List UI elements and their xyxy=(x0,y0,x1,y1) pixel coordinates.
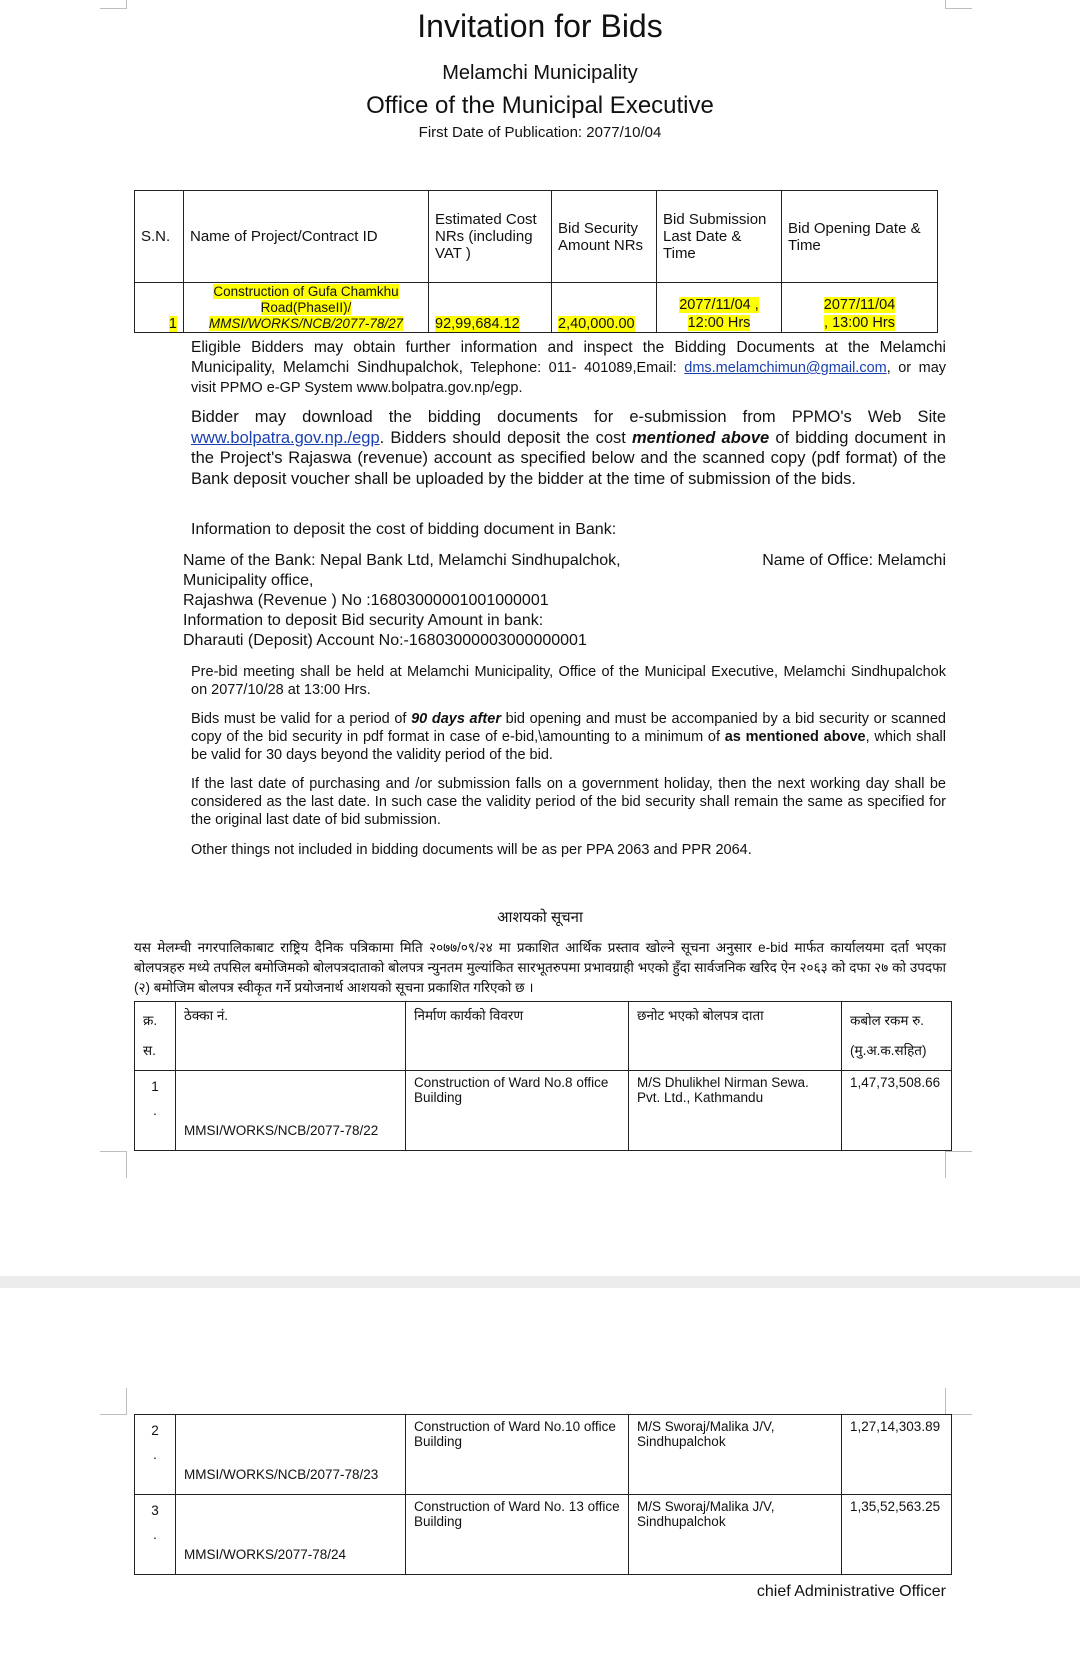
p1-text-b: Telephone: 011- 401089,Email: xyxy=(462,360,685,376)
paragraph-other-things: Other things not included in bidding documents will be as per PPA 2063 and PPR 2064. xyxy=(191,842,752,858)
opening-time: , 13:00 Hrs xyxy=(824,315,895,331)
header-sn: S.N. xyxy=(135,191,184,283)
row2-work: Construction of Ward No.10 office Building xyxy=(406,1415,629,1495)
page-gap xyxy=(0,1276,1080,1288)
bid-table-header xyxy=(135,191,938,283)
row-sn: 1 xyxy=(168,316,177,332)
intent-title: आशयको सूचना xyxy=(497,909,583,926)
publication-date-line xyxy=(0,124,1080,141)
publication-label: First Date of Publication: xyxy=(418,124,583,141)
submission-date: 2077/11/04 , xyxy=(679,297,759,313)
p5-text-b: bid opening and must be accompanied by a bid security or scanned copy of the bid security in pdf format in case of e-bid,\amounting to a minimum of xyxy=(191,711,946,745)
paragraph-validity xyxy=(191,710,946,764)
row3-work: Construction of Ward No. 13 office Building xyxy=(406,1495,629,1575)
bid-table xyxy=(134,190,938,333)
page-title: Invitation for Bids xyxy=(417,8,663,44)
header-sn-a: क्र. xyxy=(143,1013,158,1028)
paragraph-eligibility xyxy=(191,338,946,398)
intent-table-page1 xyxy=(134,1001,952,1151)
paragraph-download xyxy=(191,407,946,489)
row2-sn: 2 xyxy=(151,1423,159,1438)
opening-date: 2077/11/04 xyxy=(823,297,896,313)
email-link[interactable]: dms.melamchimun@gmail.com xyxy=(684,360,887,376)
bid-security-info: Information to deposit Bid security Amount in bank: xyxy=(183,612,544,629)
crop-mark xyxy=(100,1151,127,1178)
contract-id: MMSI/WORKS/NCB/2077-78/27 xyxy=(208,315,404,331)
crop-mark xyxy=(100,1388,127,1415)
row3-bidder: M/S Sworaj/Malika J/V, Sindhupalchok xyxy=(629,1495,842,1575)
intent-body: यस मेलम्ची नगरपालिकाबाट राष्ट्रिय दैनिक पत्रिकामा मिति २०७७/०९/२४ मा प्रकाशित आर्थिक प्रस्ताव खोल्ने सूचना अनुसार e-bid मार्फत कार्यालयमा दर्ता भएका बोलपत्रहरु मध्ये तपसिल बमोजिमको बोलपत्रदाताको बोलपत्र न्युनतम मुल्यांकित सारभूतरुपमा प्रभावग्राही भएको हुँदा सार्वजनिक खरिद ऐन २०६३ को दफा २७ को उपदफा (२) बमोजिम बोलपत्र स्वीकृत गर्ने प्रयोजनार्थ आशयको सूचना प्रकाशित गरिएको छ । xyxy=(134,940,946,995)
p2-text-c: of bidding document in the Project's Rajaswa (revenue) account as specified below and the scanned copy (pdf format) of the Bank deposit voucher shall be uploaded by the bidder at the time of submission of the bids. xyxy=(191,428,946,488)
p5-text-a: Bids must be valid for a period of xyxy=(191,711,412,727)
header-work-description: निर्माण कार्यको विवरण xyxy=(406,1002,629,1071)
row2-dot: . xyxy=(153,1447,157,1462)
signature-title: chief Administrative Officer xyxy=(756,1583,946,1600)
bid-security: 2,40,000.00 xyxy=(558,316,635,332)
crop-mark xyxy=(945,1388,972,1415)
p2-text-a: Bidder may download the bidding documents for e-submission from PPMO's Web Site xyxy=(191,408,946,426)
header-selected-bidder: छनोट भएको बोलपत्र दाता xyxy=(629,1002,842,1071)
p1-text-a: Eligible Bidders may obtain further information and inspect the Bidding Documents at the Melamchi Municipality, Melamchi Sindhupalchok, xyxy=(191,339,946,376)
row2-contract: MMSI/WORKS/NCB/2077-78/23 xyxy=(176,1415,406,1495)
office-name-label: Name of Office: Melamchi xyxy=(762,552,946,569)
estimated-cost: 92,99,684.12 xyxy=(435,316,520,332)
paragraph-prebid: Pre-bid meeting shall be held at Melamchi Municipality, Office of the Municipal Executive, Melamchi Sindhupalchok on 2077/10/28 at 13:00 Hrs. xyxy=(191,664,946,698)
row1-bidder: M/S Dhulikhel Nirman Sewa. Pvt. Ltd., Kathmandu xyxy=(629,1071,842,1151)
row2-amount: 1,27,14,303.89 xyxy=(842,1415,952,1495)
p2-emphasis: mentioned above xyxy=(631,428,770,447)
intent-row-1 xyxy=(135,1071,952,1151)
intent-row-3 xyxy=(135,1495,952,1575)
p5-strong: as mentioned above xyxy=(724,729,866,745)
crop-mark xyxy=(945,1151,972,1178)
header-amount-a: कबोल रकम रु. xyxy=(850,1013,925,1028)
p2-text-b: . Bidders should deposit the cost xyxy=(379,428,632,447)
p5-text-c: , which shall be valid for 30 days beyond the validity period of the bid. xyxy=(191,729,946,763)
row1-amount: 1,47,73,508.66 xyxy=(842,1071,952,1151)
header-estimated-cost: Estimated Cost NRs (including VAT ) xyxy=(429,191,552,283)
intent-row-2 xyxy=(135,1415,952,1495)
intent-table-page2 xyxy=(134,1414,952,1575)
header-project: Name of Project/Contract ID xyxy=(184,191,429,283)
row3-dot: . xyxy=(153,1527,157,1542)
intent-table-header xyxy=(135,1002,952,1071)
header-submission: Bid Submission Last Date & Time xyxy=(657,191,782,283)
bid-table-row xyxy=(135,283,938,333)
row1-sn: 1 xyxy=(151,1079,159,1094)
municipality-name: Melamchi Municipality xyxy=(442,62,638,84)
row3-sn: 3 xyxy=(151,1503,159,1518)
header-amount-b: (मु.अ.क.सहित) xyxy=(850,1043,927,1058)
row1-contract: MMSI/WORKS/NCB/2077-78/22 xyxy=(176,1071,406,1151)
row3-contract: MMSI/WORKS/2077-78/24 xyxy=(176,1495,406,1575)
submission-time: 12:00 Hrs xyxy=(687,315,751,331)
office-name: Office of the Municipal Executive xyxy=(366,92,714,119)
bolpatra-link[interactable]: www.bolpatra.gov.np./egp xyxy=(191,428,380,447)
project-name: Construction of Gufa Chamkhu Road(PhaseII)/ xyxy=(213,283,399,315)
office-name-continued: Municipality office, xyxy=(183,572,314,589)
header-sn-b: स. xyxy=(143,1043,156,1058)
row3-amount: 1,35,52,563.25 xyxy=(842,1495,952,1575)
paragraph-deposit-info: Information to deposit the cost of bidding document in Bank: xyxy=(191,521,617,538)
row1-work: Construction of Ward No.8 office Building xyxy=(406,1071,629,1151)
header-bid-security: Bid Security Amount NRs xyxy=(552,191,657,283)
row2-bidder: M/S Sworaj/Malika J/V, Sindhupalchok xyxy=(629,1415,842,1495)
p1-text-c: , or may visit PPMO e-GP System www.bolpatra.gov.np/egp. xyxy=(191,360,947,396)
rajashwa-account: Rajashwa (Revenue ) No :16803000001001000001 xyxy=(183,592,549,609)
publication-date: 2077/10/04 xyxy=(586,124,662,141)
row1-dot: . xyxy=(153,1103,157,1118)
bank-name: Name of the Bank: Nepal Bank Ltd, Melamchi Sindhupalchok, xyxy=(183,552,621,569)
bank-details xyxy=(183,551,946,651)
paragraph-holiday: If the last date of purchasing and /or submission falls on a government holiday, then the next working day shall be considered as the last date. In such case the validity period of the bid security shall remain the same as specified for the original last date of bid submission. xyxy=(191,776,946,828)
dharauti-account: Dharauti (Deposit) Account No:-16803000003000000001 xyxy=(183,632,587,649)
header-contract-no: ठेक्का नं. xyxy=(176,1002,406,1071)
header-opening: Bid Opening Date & Time xyxy=(782,191,938,283)
p5-emphasis: 90 days after xyxy=(411,711,501,727)
